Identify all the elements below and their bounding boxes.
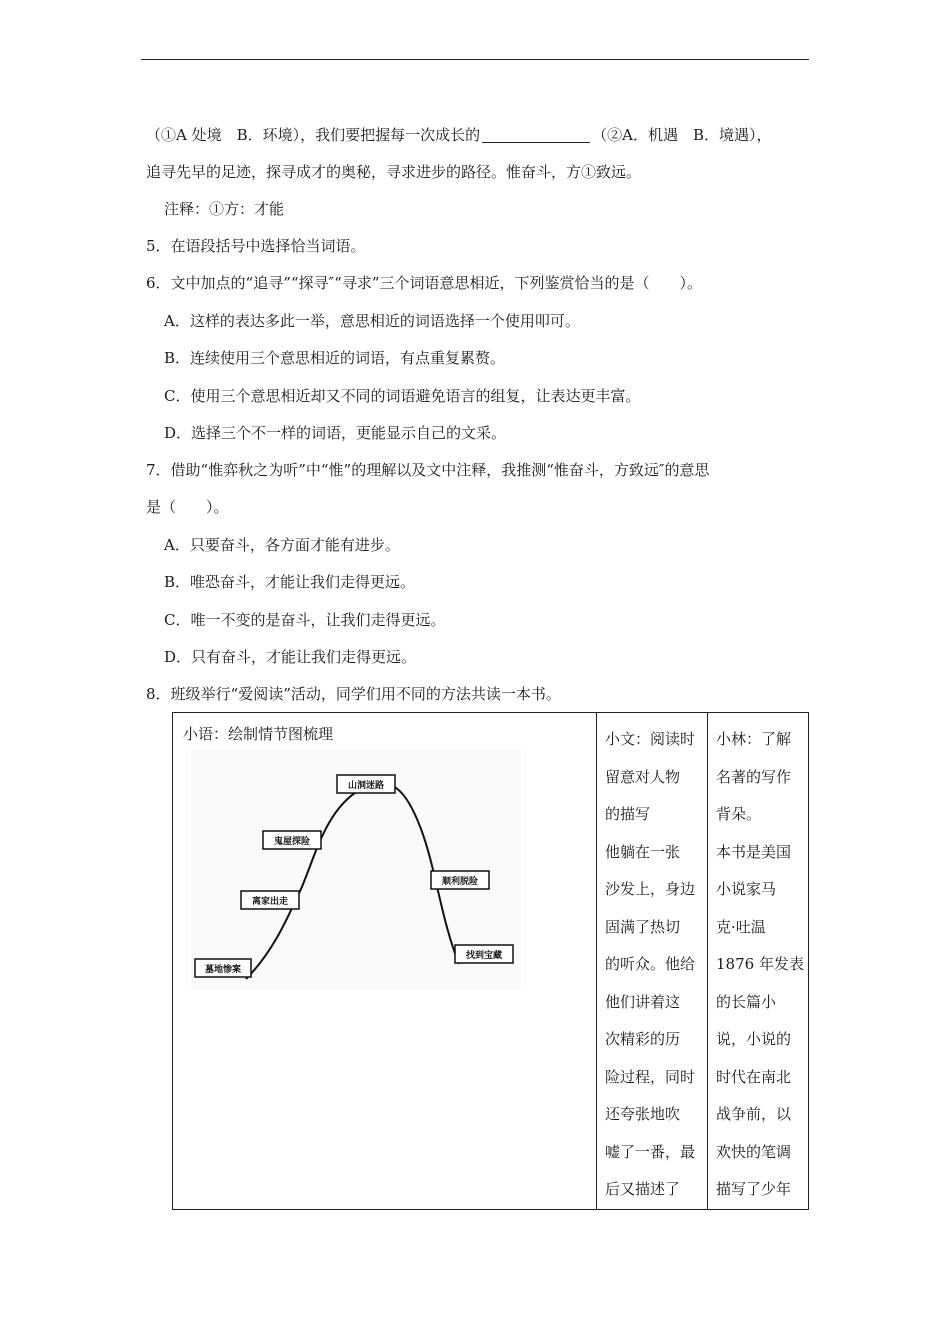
reading-activity-table: [172, 712, 809, 1210]
xiaolin-line: 小林：了解: [716, 730, 792, 748]
xiaowen-line: 次精彩的历: [605, 1030, 681, 1048]
xiaowen-line: 的描写: [605, 805, 651, 823]
plot-point-1: [195, 959, 251, 977]
plot-chart-cell: [173, 713, 597, 1210]
plot-point-3: [263, 831, 321, 849]
xiaolin-cell: [708, 713, 809, 1210]
xiaolin-line: 欢快的笔调: [716, 1142, 792, 1161]
xiaolin-line: 战争前，以: [716, 1105, 792, 1123]
xiaolin-line: 背朵。: [716, 805, 762, 823]
q7-option-b: B．唯恐奋斗，才能让我们走得更远。: [164, 573, 416, 591]
q6-option-d: D．选择三个不一样的词语，更能显示自己的文采。: [164, 424, 507, 442]
plot-label-6: 找到宝藏: [465, 951, 503, 961]
plot-chart-title: 小语：绘制情节图梳理: [183, 725, 334, 743]
passage-line-1: [146, 125, 772, 145]
passage-line-1-part-a: （①A 处境 B．环境），我们要把握每一次成长的: [146, 126, 481, 144]
xiaolin-line: 的长篇小: [716, 992, 777, 1011]
answer-blank: [482, 126, 590, 143]
xiaolin-line: 1876 年发表: [716, 955, 804, 973]
xiaowen-line: 小文：阅读时: [605, 730, 696, 748]
q6-option-c: C．使用三个意思相近却又不同的词语避免语言的组复，让表达更丰富。: [164, 387, 641, 405]
xiaowen-line: 的听众。他给: [605, 955, 696, 973]
plot-point-6: [455, 945, 513, 963]
xiaolin-line: 描写了少年: [716, 1180, 792, 1198]
xiaowen-line: 沙发上，身边: [605, 880, 696, 898]
xiaolin-line: 本书是美国: [716, 842, 792, 861]
q7-option-c: C．唯一不变的是奋斗，让我们走得更远。: [164, 611, 446, 629]
annotation-note: 注释：①方：才能: [164, 200, 285, 218]
q7-option-a: A．只要奋斗，各方面才能有进步。: [164, 536, 400, 554]
plot-label-4: 山洞迷路: [347, 781, 385, 791]
plot-label-5: 顺利脱险: [441, 877, 479, 887]
q6-option-b: B．连续使用三个意思相近的词语，有点重复累赘。: [164, 349, 506, 367]
xiaowen-line: 嘘了一番，最: [605, 1142, 696, 1161]
plot-label-2: 离家出走: [251, 897, 289, 907]
xiaolin-line: 时代在南北: [716, 1067, 792, 1086]
question-5: 5．在语段括号中选择恰当词语。: [146, 237, 366, 255]
passage-line-1-part-b: （②A．机遇 B．境遇），: [592, 126, 772, 144]
xiaolin-line: 小说家马: [716, 880, 777, 898]
xiaolin-line: 说，小说的: [716, 1030, 792, 1048]
xiaowen-line: 险过程，同时: [605, 1067, 696, 1086]
plot-label-3: 鬼屋探险: [273, 837, 311, 847]
question-7: 7．借助“惟弈秋之为听”中“惟”的理解以及文中注释，我推测“惟奋斗，方致远″的意思: [146, 461, 710, 479]
xiaowen-text: [597, 713, 707, 1209]
xiaowen-cell: [597, 713, 708, 1210]
passage-line-2: 追寻先早的足迹，探寻成才的奥秘，寻求进步的路径。惟奋斗，方①致远。: [146, 163, 642, 181]
plot-point-5: [431, 871, 489, 889]
plot-diagram: [191, 749, 521, 989]
xiaowen-line: 还夸张地吹: [605, 1105, 681, 1123]
plot-point-2: [241, 891, 299, 909]
xiaolin-line: 克·吐温: [716, 917, 766, 936]
xiaowen-line: 后又描述了: [605, 1180, 681, 1198]
question-6: 6．文中加点的“追寻”“探寻″“寻求”三个词语意思相近，下列鉴赏恰当的是（ ）。: [146, 274, 702, 292]
xiaolin-line: 名著的写作: [716, 767, 792, 786]
question-7-cont: 是（ ）。: [146, 498, 229, 516]
xiaowen-line: 留意对人物: [605, 767, 681, 786]
xiaowen-line: 他们讲着这: [605, 992, 681, 1011]
q7-option-d: D．只有奋斗，才能让我们走得更远。: [164, 648, 417, 666]
header-rule: [141, 59, 809, 60]
xiaolin-text: [708, 713, 808, 1209]
plot-chart: [173, 745, 596, 993]
xiaowen-line: 他躺在一张: [605, 842, 681, 861]
xiaowen-line: 固满了热切: [605, 917, 681, 936]
plot-label-1: 墓地惨案: [204, 965, 242, 975]
question-8: 8．班级举行“爱阅读”活动，同学们用不同的方法共读一本书。: [146, 685, 561, 703]
q6-option-a: A．这样的表达多此一举，意思相近的词语选择一个使用叩可。: [164, 312, 580, 330]
plot-point-4: [337, 775, 395, 793]
